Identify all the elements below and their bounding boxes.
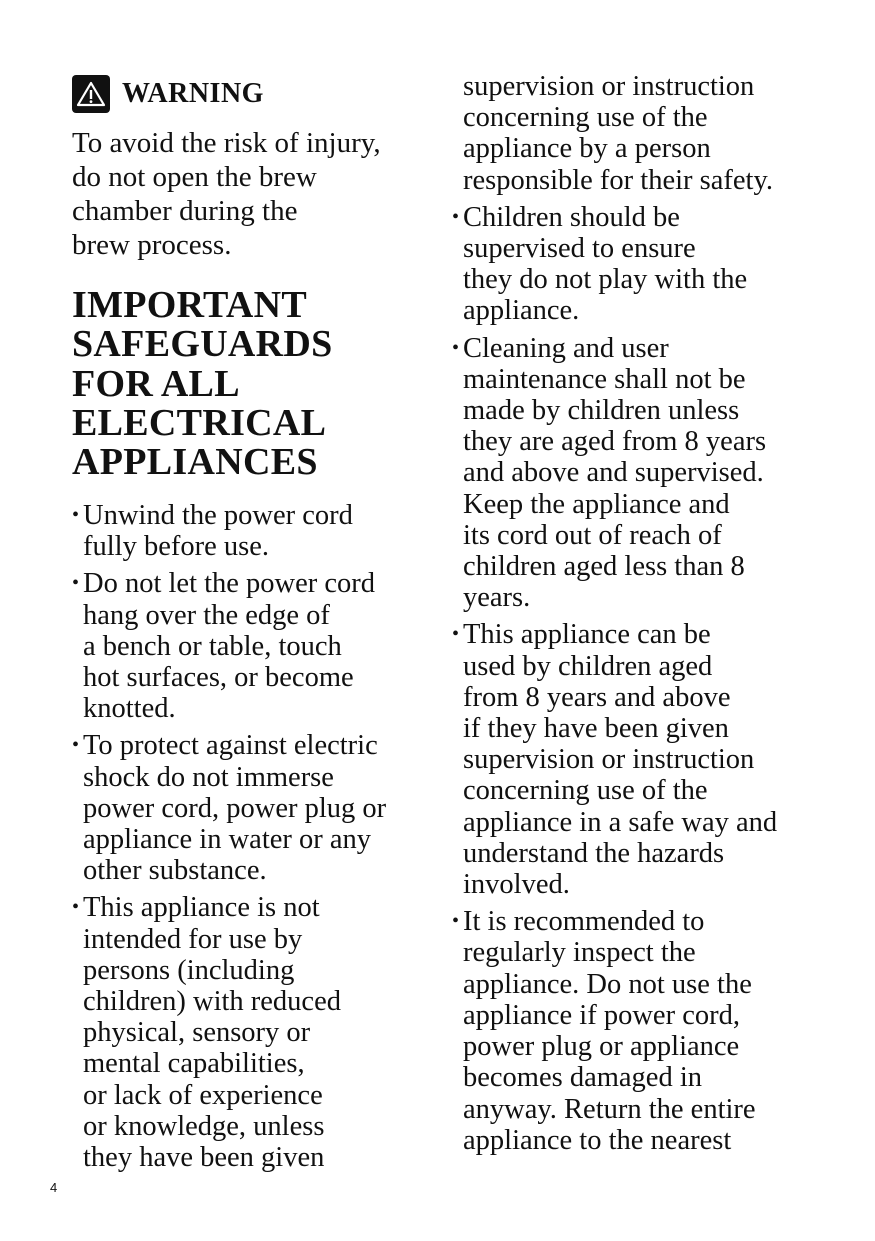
text-line: appliance in water or any — [83, 824, 372, 856]
bullet-icon: • — [452, 623, 460, 646]
text-line: physical, sensory or — [83, 1017, 311, 1049]
right-items — [452, 202, 832, 1156]
text-line: knotted. — [83, 693, 176, 725]
text-line: understand the hazards — [463, 837, 725, 869]
text-line: responsible for their safety. — [463, 164, 773, 196]
text-line: FOR ALL — [72, 362, 240, 405]
text-line: concerning use of the — [463, 775, 708, 807]
list-item — [72, 730, 432, 886]
text-line: ELECTRICAL — [72, 401, 327, 444]
list-item — [452, 202, 832, 327]
text-line: years. — [463, 582, 531, 614]
bullet-icon: • — [452, 205, 460, 228]
warning-triangle-icon — [72, 75, 110, 113]
list-item — [72, 568, 432, 724]
text-line: or lack of experience — [83, 1079, 323, 1111]
text-line: appliance to the nearest — [463, 1124, 732, 1156]
text-line: used by children aged — [463, 650, 713, 682]
list-item — [72, 500, 432, 562]
text-line: intended for use by — [83, 923, 303, 955]
text-line: do not open the brew — [72, 161, 317, 193]
bullet-icon: • — [72, 734, 80, 757]
text-line: appliance if power cord, — [463, 999, 740, 1031]
list-item — [452, 619, 832, 900]
text-line: Do not let the power cord — [83, 568, 376, 600]
bullet-icon: • — [72, 896, 80, 919]
text-line: APPLIANCES — [72, 441, 318, 484]
bullet-icon: • — [72, 572, 80, 595]
text-line: made by children unless — [463, 395, 740, 427]
text-line: hang over the edge of — [83, 599, 330, 631]
text-line: they are aged from 8 years — [463, 426, 767, 458]
warning-header — [72, 75, 264, 113]
continued-text — [452, 71, 832, 196]
text-line: a bench or table, touch — [83, 630, 342, 662]
text-line: power cord, power plug or — [83, 792, 387, 824]
warning-title: WARNING — [122, 78, 264, 109]
text-line: hot surfaces, or become — [83, 662, 354, 694]
text-line: Keep the appliance and — [463, 488, 730, 520]
text-line: its cord out of reach of — [463, 519, 722, 551]
text-line: supervised to ensure — [463, 233, 696, 265]
text-line: SAFEGUARDS — [72, 323, 333, 366]
text-line: Unwind the power cord — [83, 500, 353, 531]
text-line: they have been given — [83, 1142, 325, 1174]
text-line: maintenance shall not be — [463, 363, 746, 395]
text-line: involved. — [463, 869, 570, 901]
bullet-icon: • — [452, 336, 460, 359]
text-line: concerning use of the — [463, 102, 708, 134]
bullet-icon: • — [452, 910, 460, 933]
text-line: appliance in a safe way and — [463, 806, 778, 838]
bullet-icon: • — [72, 504, 80, 526]
list-item — [452, 333, 832, 614]
text-line: persons (including — [83, 954, 295, 986]
text-line: from 8 years and above — [463, 681, 731, 713]
text-line: anyway. Return the entire — [463, 1093, 756, 1125]
text-line: children aged less than 8 — [463, 551, 745, 583]
text-line: if they have been given — [463, 713, 729, 745]
text-line: IMPORTANT — [72, 284, 307, 326]
text-line: children) with reduced — [83, 986, 341, 1018]
text-line: This appliance is not — [83, 892, 320, 924]
text-line: supervision or instruction — [463, 744, 755, 776]
text-line: appliance. Do not use the — [463, 968, 752, 1000]
text-line: It is recommended to — [463, 906, 705, 938]
text-line: they do not play with the — [463, 264, 748, 296]
text-line: This appliance can be — [463, 619, 711, 651]
text-line: To protect against electric — [83, 730, 378, 762]
text-line: regularly inspect the — [463, 937, 696, 969]
text-line: mental capabilities, — [83, 1048, 305, 1080]
text-line: Cleaning and user — [463, 332, 669, 364]
left-safeguard-list — [72, 500, 432, 1179]
text-line: To avoid the risk of injury, — [72, 127, 381, 159]
right-safeguard-list — [452, 71, 832, 1162]
text-line: other substance. — [83, 855, 267, 887]
text-line: shock do not immerse — [83, 761, 334, 793]
text-line: chamber during the — [72, 195, 298, 227]
list-item — [452, 906, 832, 1156]
text-line: or knowledge, unless — [83, 1110, 325, 1142]
text-line: Children should be — [463, 201, 680, 233]
text-line: appliance. — [463, 295, 580, 327]
list-item — [72, 892, 432, 1173]
text-line: power plug or appliance — [463, 1031, 740, 1063]
text-line: brew process. — [72, 229, 232, 261]
warning-text — [72, 126, 381, 262]
section-heading — [72, 286, 333, 482]
page-number: 4 — [50, 1180, 58, 1195]
text-line: and above and supervised. — [463, 457, 764, 489]
text-line: appliance by a person — [463, 133, 711, 165]
text-line: becomes damaged in — [463, 1062, 702, 1094]
text-line: supervision or instruction — [463, 71, 755, 102]
text-line: fully before use. — [83, 531, 269, 563]
